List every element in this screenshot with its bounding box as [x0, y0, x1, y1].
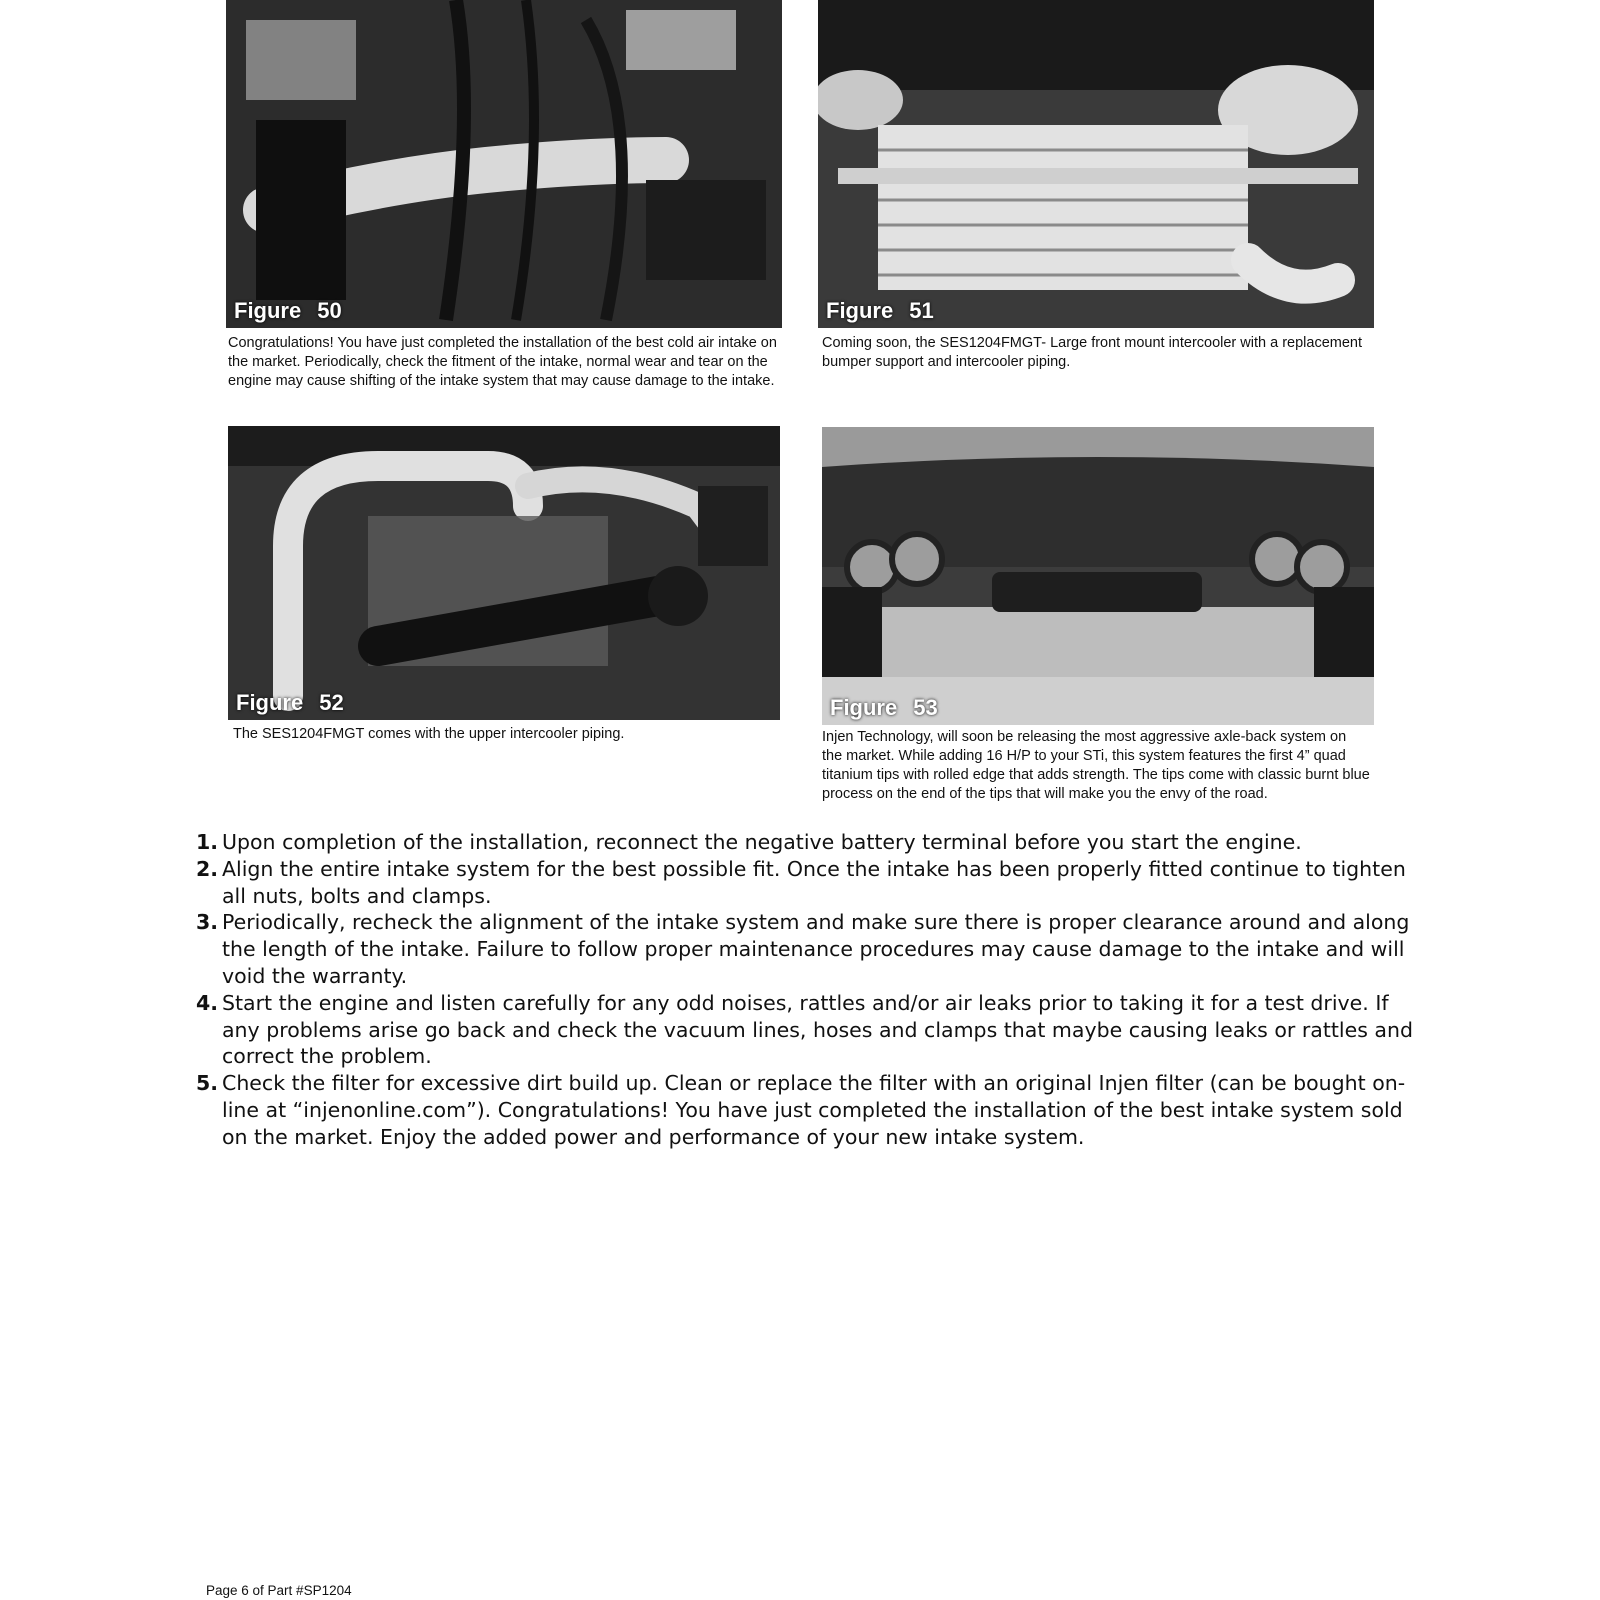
figure-50-label: Figure 50 — [234, 298, 342, 323]
figure-52-label: Figure 52 — [236, 690, 344, 715]
step-item: 4. Start the engine and listen carefully for any odd noises, rattles and/or air leaks prior to taking it for a test drive. If any problems arise go back and check the vacuum lines, hoses and clamps that maybe causing leaks or rattles and correct the problem. — [196, 990, 1414, 1069]
figure-53-label: Figure 53 — [830, 695, 938, 720]
figure-52-photo — [228, 426, 780, 720]
figure-50-photo — [226, 0, 782, 328]
step-item: 5. Check the filter for excessive dirt build up. Clean or replace the filter with an original Injen filter (can be bought on-line at “injenonline.com”). Congratulations! You have just completed the installation of the best intake system sold on the market. Enjoy the added power and performance of your new intake system. — [196, 1071, 1406, 1149]
exhaust-tips-illustration — [822, 427, 1374, 725]
page-footer: Page 6 of Part #SP1204 — [206, 1583, 352, 1598]
figure-53-photo — [822, 427, 1374, 725]
figure-51-caption: Coming soon, the SES1204FMGT- Large front mount intercooler with a replacement bumper support and intercooler piping. — [822, 335, 1362, 370]
step-item: 2. Align the entire intake system for the best possible fit. Once the intake has been properly fitted continue to tighten all nuts, bolts and clamps. — [196, 856, 1406, 908]
figure-51-photo — [818, 0, 1374, 328]
engine-bay-illustration — [226, 0, 782, 328]
figure-51-label: Figure 51 — [826, 298, 934, 323]
step-item: 3. Periodically, recheck the alignment of the intake system and make sure there is proper clearance around and along the length of the intake. Failure to follow proper maintenance procedures may cause damage to the intake and will void the warranty. — [196, 910, 1410, 988]
instruction-steps — [196, 829, 1416, 1151]
upper-piping-illustration — [228, 426, 780, 720]
figure-52-caption: The SES1204FMGT comes with the upper intercooler piping. — [233, 726, 625, 742]
step-item: 1. Upon completion of the installation, reconnect the negative battery terminal before you start the engine. — [196, 830, 1302, 854]
figure-53-caption: Injen Technology, will soon be releasing the most aggressive axle-back system on the market. While adding 16 H/P to your STi, this system features the first 4” quad titanium tips with rolled edge that adds strength. The tips come with classic burnt blue process on the end of the tips that will make you the envy of the road. — [822, 729, 1370, 802]
intercooler-illustration — [818, 0, 1374, 328]
figure-50-caption: Congratulations! You have just completed the installation of the best cold air intake on the market. Periodically, check the fitment of the intake, normal wear and tear on the engine may cause shifting of the intake system that may cause damage to the intake. — [228, 335, 777, 389]
